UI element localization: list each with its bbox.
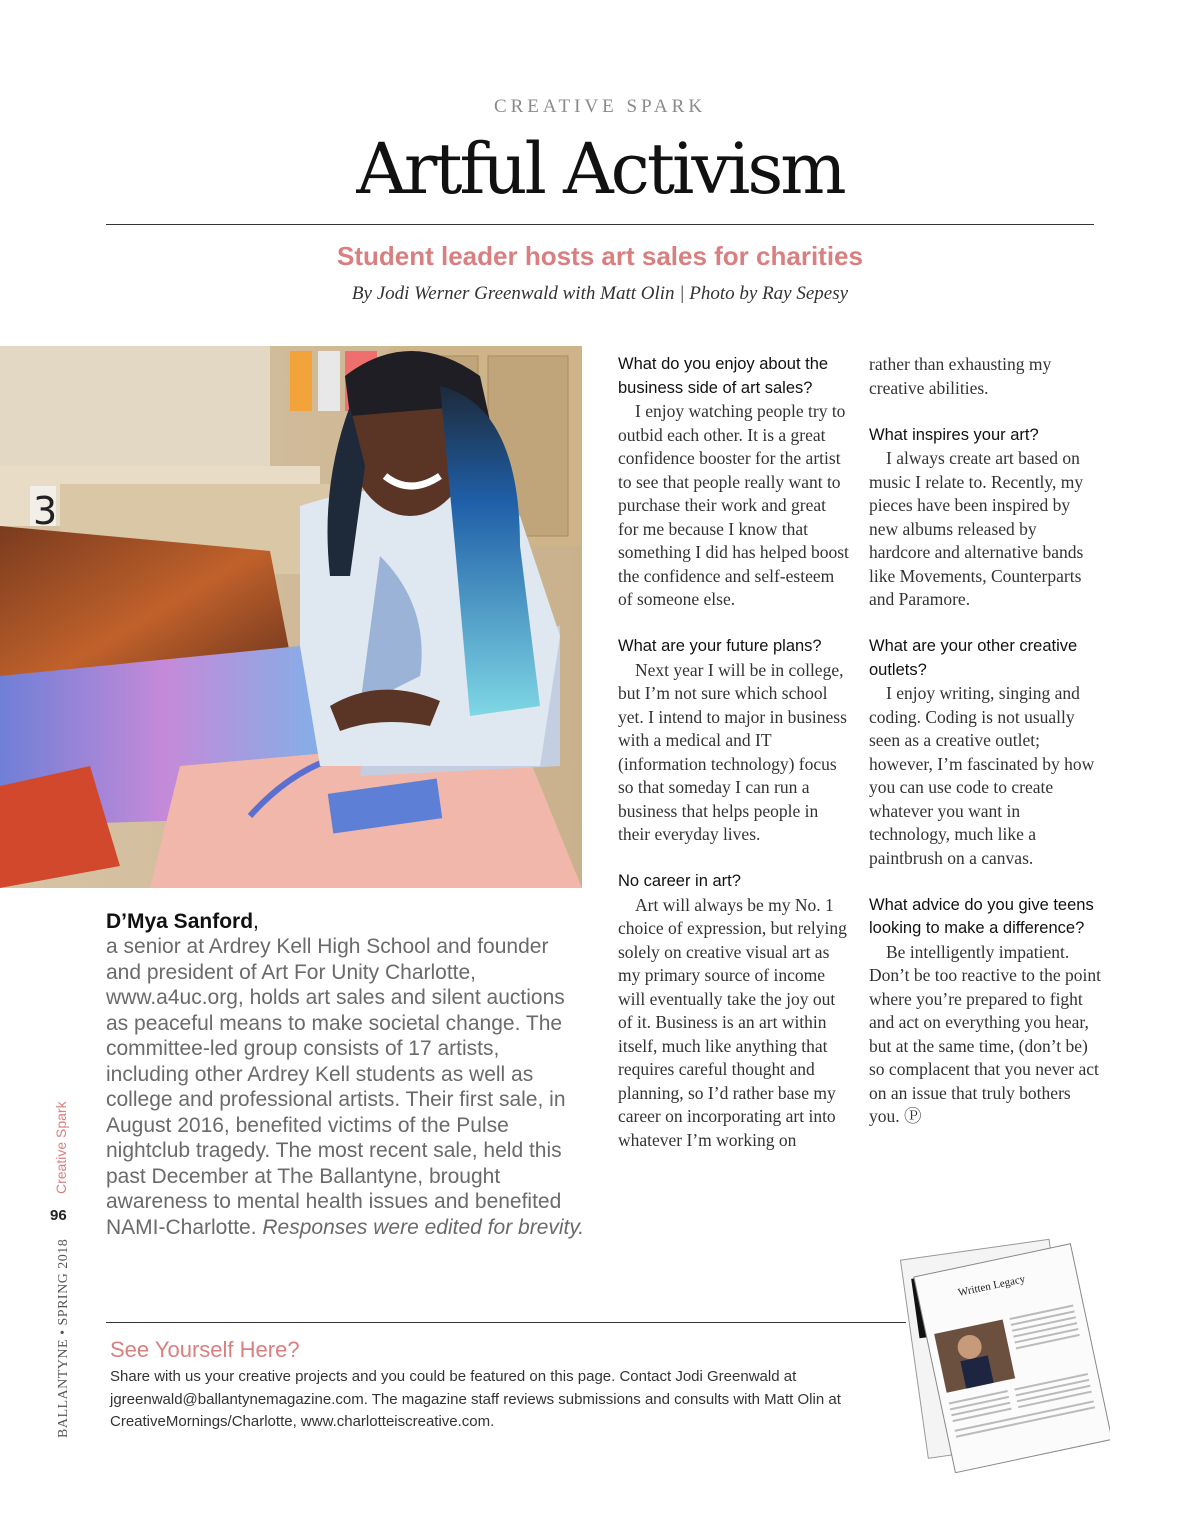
folio-issue: SPRING 2018 bbox=[56, 1238, 71, 1326]
title-divider bbox=[106, 224, 1094, 225]
page-number: 96 bbox=[50, 1207, 67, 1224]
question-business-side: What do you enjoy about the business side of art sales? bbox=[618, 355, 829, 397]
question-career-in-art: No career in art? bbox=[618, 872, 741, 890]
answer-business-side: I enjoy watching people try to outbid each other. It is a great confidence booster for the artist to see that people really want to purchase their work and great for me because I know that something I did has helped boost the confidence and self-esteem of someone else. bbox=[618, 401, 849, 609]
folio-separator: • bbox=[56, 1325, 71, 1339]
article-title: Artful Activism bbox=[356, 128, 844, 210]
question-other-outlets: What are your other creative outlets? bbox=[869, 637, 1078, 679]
question-advice: What advice do you give teens looking to make a difference? bbox=[869, 895, 1094, 937]
footer-body: Share with us your creative projects and you could be featured on this page. Contact Jodi Greenwald at jgreenwald@ballantynemagazine.com. The magazine staff reviews submissions and consults with Matt Olin at CreativeMornings/Charlotte, www.charlotteiscreative.com. bbox=[110, 1368, 841, 1430]
answer-inspiration: I always create art based on music I relate to. Recently, my pieces have been inspired by new albums released by hardcore and alternative bands like Movements, Counterparts and Paramore. bbox=[869, 448, 1084, 609]
answer-advice bbox=[869, 941, 1101, 1129]
sidebar-section bbox=[53, 1098, 73, 1198]
section-kicker: CREATIVE SPARK bbox=[493, 96, 707, 117]
answer-future-plans: Next year I will be in college, but I’m not sure which school yet. I intend to major in business with a medical and IT (information technology) focus so that someday I can run a business that helps people in their everyday lives. bbox=[618, 659, 847, 844]
question-future-plans: What are your future plans? bbox=[618, 637, 822, 655]
end-mark-icon: Ⓟ bbox=[904, 1106, 922, 1126]
thumbnail-title: Written Legacy bbox=[956, 1273, 1027, 1300]
byline: By Jodi Werner Greenwald with Matt Olin | Photo by Ray Sepesy bbox=[351, 283, 849, 304]
article-subtitle: Student leader hosts art sales for charities bbox=[337, 241, 863, 271]
intro-paragraph bbox=[106, 910, 586, 1240]
footer-heading: See Yourself Here? bbox=[110, 1337, 300, 1362]
magazine-page-thumbnail bbox=[895, 1238, 1110, 1473]
feature-photo bbox=[0, 346, 582, 888]
editor-note: Responses were edited for brevity. bbox=[262, 1215, 585, 1239]
svg-text:3: 3 bbox=[33, 489, 58, 533]
qa-column-1 bbox=[618, 353, 850, 1152]
folio-magazine: BALLANTYNE bbox=[56, 1338, 71, 1438]
footer-divider bbox=[106, 1322, 906, 1323]
question-inspiration: What inspires your art? bbox=[869, 425, 1039, 444]
thumbnail-illustration bbox=[895, 1238, 1110, 1473]
subject-name-comma: , bbox=[253, 910, 259, 933]
folio-section: Creative Spark bbox=[53, 1101, 69, 1194]
photo-illustration bbox=[0, 346, 582, 888]
answer-career-in-art-continued: rather than exhausting my creative abilities. bbox=[869, 354, 1052, 398]
qa-column-2 bbox=[869, 353, 1101, 1129]
answer-career-in-art: Art will always be my No. 1 choice of expression, but relying solely on creative visual art as my primary source of income will eventually take the joy out of it. Business is an art within itself, much like anything that requires careful thought and planning, so I’d rather base my career on incorporating art into whatever I’m working on bbox=[618, 894, 847, 1150]
answer-other-outlets: I enjoy writing, singing and coding. Coding is not usually seen as a creative outlet; however, I’m fascinated by how you can use code to create whatever you want in technology, much like a paintbrush on a canvas. bbox=[869, 683, 1095, 868]
subject-name: D’Mya Sanford bbox=[106, 910, 254, 933]
intro-body: a senior at Ardrey Kell High School and founder and president of Art For Unity Charlotte, www.a4uc.org, holds art sales and silent auctions as peaceful means to make societal change. The committee-led group consists of 17 artists, including other Ardrey Kell students as well as college and professional artists. Their first sale, in August 2016, benefited victims of the Pulse nightclub tragedy. The most recent sale, held this past December at The Ballantyne, brought awareness to mental health issues and benefited NAMI-Charlotte. bbox=[106, 935, 566, 1239]
answer-advice-text: Be intelligently impatient. Don’t be too reactive to the point where you’re prepared to fight and act on everything you hear, but at the same time, (don’t be) so complacent that you never act on an issue that truly bothers you. bbox=[869, 941, 1101, 1126]
